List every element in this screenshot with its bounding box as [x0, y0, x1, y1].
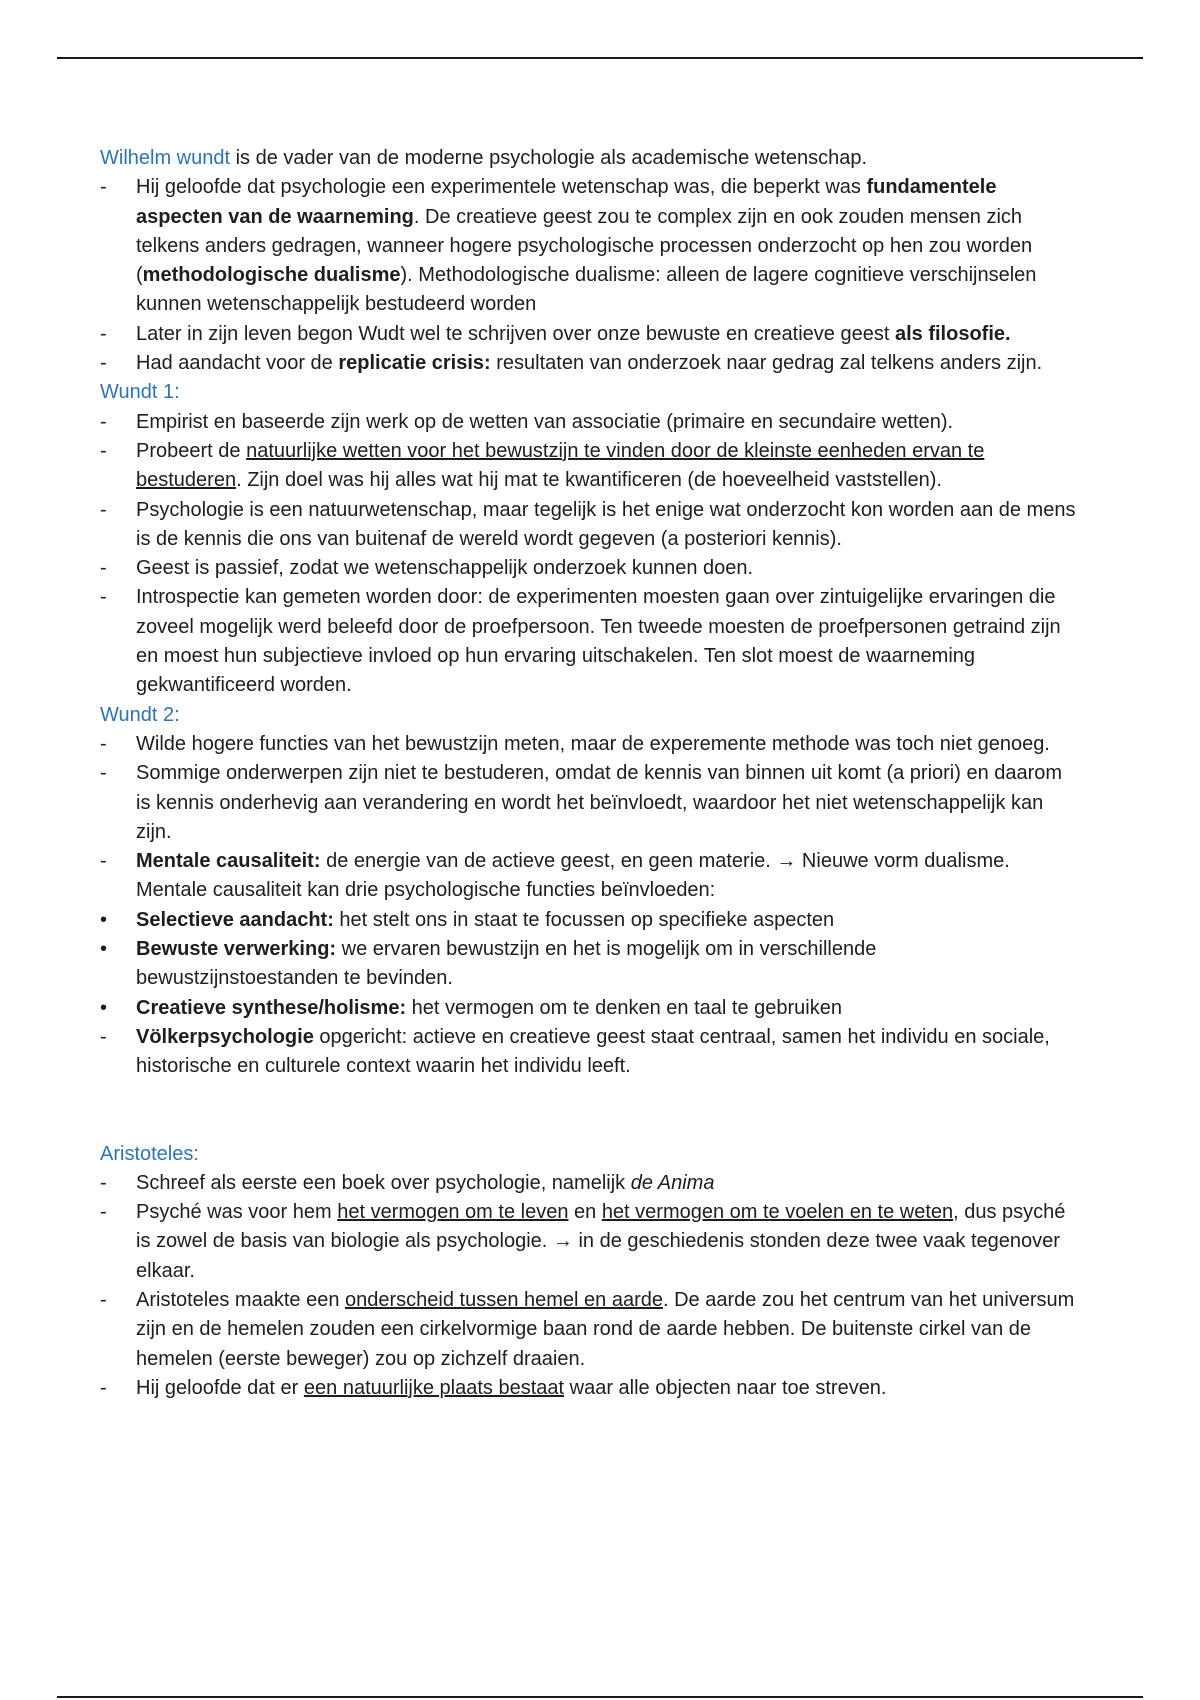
dash-marker: - — [100, 557, 107, 580]
dash-marker: - — [100, 1025, 107, 1048]
list-item — [100, 847, 1080, 906]
intro-text: is de vader van de moderne psychologie als academische wetenschap. — [230, 147, 868, 169]
dash-marker: - — [100, 732, 107, 755]
list-item — [100, 349, 1080, 378]
text-run: Hij geloofde dat er — [136, 1376, 304, 1399]
dash-marker: - — [100, 1201, 107, 1224]
text-run: Geest is passief, zodat we wetenschappelijk onderzoek kunnen doen. — [136, 557, 754, 580]
bold-term: Creatieve synthese/holisme: — [136, 996, 407, 1019]
text-run: Sommige onderwerpen zijn niet te bestuderen, omdat de kennis van binnen uit komt (a priori) en daarom is kennis onderhevig aan verandering en wordt het beïnvloedt, waardoor het niet wetenschappelijk kan zijn. — [136, 762, 1063, 843]
dash-marker: - — [100, 850, 107, 873]
dash-marker: - — [100, 176, 107, 199]
text-run: opgericht: actieve en creatieve geest staat centraal, samen het individu en sociale, historische en culturele context waarin het individu leeft. — [136, 1025, 1050, 1078]
bottom-rule — [57, 1696, 1143, 1698]
list-item — [100, 583, 1080, 700]
underlined-term: onderscheid tussen hemel en aarde — [345, 1288, 663, 1311]
dash-marker: - — [100, 322, 107, 345]
list-item — [100, 320, 1080, 349]
list-item — [100, 1374, 1080, 1403]
list-item — [100, 496, 1080, 555]
list-item — [100, 730, 1080, 759]
wundt-name: Wilhelm wundt — [100, 147, 231, 169]
section-heading-wundt-1: Wundt 1: — [100, 381, 180, 404]
top-rule — [57, 57, 1143, 59]
bold-term: Selectieve aandacht: — [136, 908, 334, 931]
document-body — [100, 144, 1080, 1403]
section-heading-wundt-2: Wundt 2: — [100, 703, 180, 726]
bullet-item — [100, 906, 1080, 935]
list-item — [100, 1286, 1080, 1374]
text-run: Schreef als eerste een boek over psychologie, namelijk — [136, 1171, 631, 1194]
dash-marker: - — [100, 762, 107, 785]
bold-term: fundamentele aspecten van de waarneming — [136, 176, 997, 228]
bold-term: Völkerpsychologie — [136, 1025, 314, 1048]
text-run: Wilde hogere functies van het bewustzijn meten, maar de experemente methode was toch niet genoeg. — [136, 732, 1050, 755]
italic-title: de Anima — [630, 1171, 715, 1194]
dash-marker: - — [100, 352, 107, 375]
bullet-marker: • — [100, 908, 108, 931]
dash-marker: - — [100, 1288, 107, 1311]
text-run: . De aarde zou het centrum van het universum zijn en de hemelen zouden een cirkelvormige baan rond de aarde hebben. De buitenste cirkel van de hemelen (eerste beweger) zou op zichzelf draaien. — [136, 1288, 1075, 1370]
dash-marker: - — [100, 586, 107, 609]
text-run: . Zijn doel was hij alles wat hij mat te kwantificeren (de hoeveelheid vaststellen). — [236, 469, 942, 492]
bold-term: replicatie crisis: — [338, 352, 491, 375]
list-item — [100, 554, 1080, 583]
list-item — [100, 173, 1080, 319]
text-run: Psyché was voor hem — [136, 1201, 338, 1224]
underlined-term: een natuurlijke plaats bestaat — [303, 1376, 565, 1399]
text-run: Aristoteles maakte een — [136, 1288, 345, 1311]
list-item — [100, 1198, 1080, 1286]
list-item — [100, 759, 1080, 847]
text-run: resultaten van onderzoek naar gedrag zal telkens anders zijn. — [490, 352, 1043, 375]
text-run: het vermogen om te denken en taal te gebruiken — [406, 996, 842, 1019]
dash-marker: - — [100, 439, 107, 462]
text-run: Introspectie kan gemeten worden door: de experimenten moesten gaan over zintuigelijke ervaringen die zoveel mogelijk werd beleefd door de proefpersoon. Ten tweede moesten de proefpersonen getraind zijn en moest hun subjectieve invloed op hun ervaring uitschakelen. Ten slot moest de waarneming gekwantificeerd worden. — [136, 586, 1061, 697]
text-run: , dus psyché is zowel de basis van biologie als psychologie. → in de geschiedenis stonden deze twee vaak tegenover elkaar. — [136, 1201, 1066, 1282]
bold-term: Mentale causaliteit: — [136, 850, 321, 873]
dash-marker: - — [100, 1376, 107, 1399]
text-run: we ervaren bewustzijn en het is mogelijk om in verschillende bewustzijnstoestanden te bevinden. — [136, 938, 877, 990]
text-run: Later in zijn leven begon Wudt wel te schrijven over onze bewuste en creatieve geest — [136, 322, 895, 345]
underlined-term: natuurlijke wetten voor het bewustzijn te vinden door de kleinste eenheden ervan te bestuderen — [136, 439, 985, 492]
bold-term: Bewuste verwerking: — [136, 938, 337, 961]
bullet-marker: • — [100, 938, 108, 961]
underlined-term: het vermogen om te leven — [337, 1201, 569, 1224]
text-run: en — [568, 1201, 602, 1224]
bullet-marker: • — [100, 996, 108, 1019]
text-run: het stelt ons in staat te focussen op specifieke aspecten — [333, 908, 835, 931]
bold-term: als filosofie. — [894, 322, 1011, 345]
list-item — [100, 1169, 1080, 1198]
text-run: Had aandacht voor de — [136, 352, 339, 375]
text-run: Probeert de — [136, 439, 247, 462]
dash-marker: - — [100, 410, 107, 433]
text-run: Empirist en baseerde zijn werk op de wetten van associatie (primaire en secundaire wetten). — [136, 410, 954, 433]
section-heading-aristoteles: Aristoteles: — [100, 1142, 199, 1165]
bold-term: methodologische dualisme — [142, 264, 401, 287]
text-run: Hij geloofde dat psychologie een experimentele wetenschap was, die beperkt was — [136, 176, 867, 199]
text-run: de energie van de actieve geest, en geen materie. → Nieuwe vorm dualisme. Mentale causaliteit kan drie psychologische functies beïnvloeden: — [136, 850, 1010, 902]
list-item — [100, 1023, 1080, 1082]
bullet-item — [100, 994, 1080, 1023]
list-item — [100, 437, 1080, 496]
spacer — [100, 1082, 1080, 1140]
intro-line — [100, 144, 1080, 173]
text-run: . De creatieve geest zou te complex zijn en ook zouden mensen zich telkens anders gedragen, wanneer hogere psychologische processen onderzocht op hen zou worden ( — [136, 205, 1033, 287]
underlined-term: het vermogen om te voelen en te weten — [601, 1201, 954, 1224]
dash-marker: - — [100, 498, 107, 521]
text-run: waar alle objecten naar toe streven. — [564, 1376, 887, 1399]
dash-marker: - — [100, 1171, 107, 1194]
list-item — [100, 408, 1080, 437]
text-run: Psychologie is een natuurwetenschap, maar tegelijk is het enige wat onderzocht kon worden aan de mens is de kennis die ons van buitenaf de wereld wordt gegeven (a posteriori kennis). — [136, 498, 1076, 550]
text-run: ). Methodologische dualisme: alleen de lagere cognitieve verschijnselen kunnen wetenschappelijk bestudeerd worden — [136, 264, 1037, 316]
bullet-item — [100, 935, 1080, 994]
